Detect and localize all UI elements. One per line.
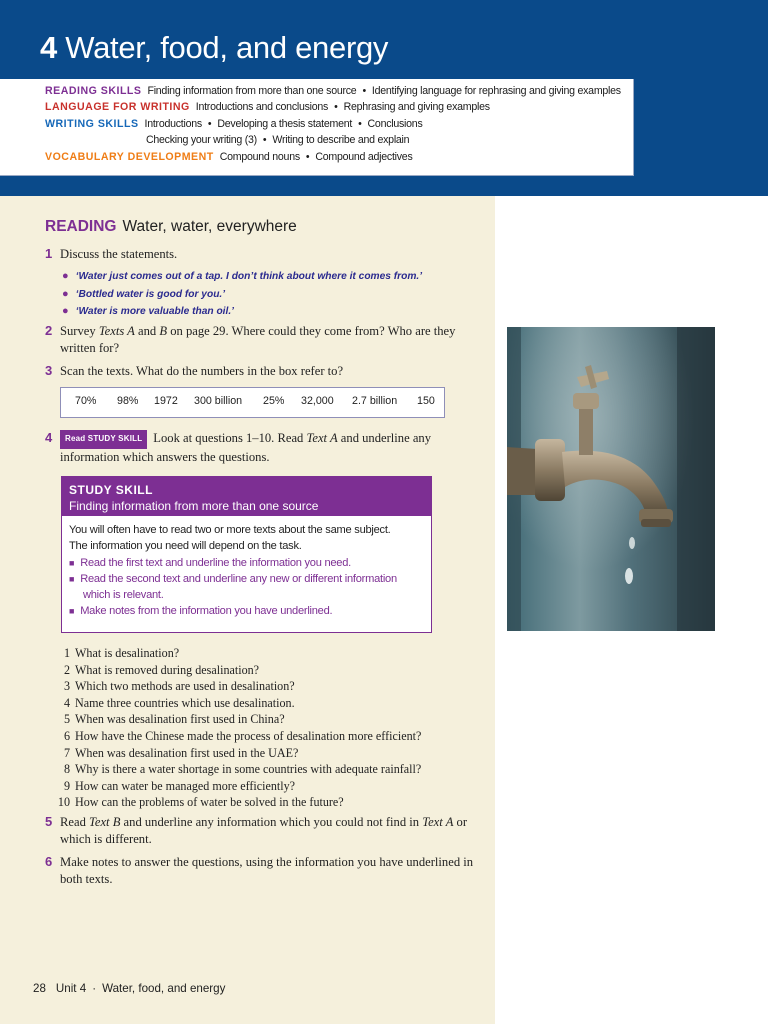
question-5 (45, 814, 485, 847)
unit-title-text: Water, food, and energy (65, 30, 389, 65)
question-number: 3 (45, 363, 53, 378)
study-skill-point: ■ Make notes from the information you have underlined. (69, 605, 333, 618)
number-item: 2.7 billion (352, 395, 398, 407)
skill-item: Introductions and conclusions (195, 101, 329, 113)
unit-title (40, 30, 388, 66)
skills-box (0, 79, 634, 176)
list-item: 2 What is removed during desalination? (63, 662, 260, 677)
question-number: 6 (45, 854, 53, 869)
skills-label: READING SKILLS (45, 85, 142, 97)
skill-item: Compound adjectives (315, 151, 413, 163)
statement-item: ● ‘Bottled water is good for you.’ (62, 287, 226, 300)
statement-item: ● ‘Water just comes out of a tap. I don’t think about where it comes from.’ (62, 270, 423, 282)
footer-title: Water, food, and energy (102, 982, 226, 995)
skills-row-reading (45, 85, 621, 97)
unit-header (0, 0, 768, 196)
skills-label: WRITING SKILLS (45, 118, 139, 130)
question-number: 4 (45, 430, 53, 445)
number-item: 32,000 (301, 395, 334, 407)
study-skill-box (61, 476, 432, 633)
list-item: 9 How can water be managed more efficiently? (63, 778, 296, 793)
list-item: 7 When was desalination first used in the UAE? (63, 745, 299, 760)
skills-row-language (45, 101, 490, 113)
footer-separator: · (92, 982, 97, 995)
skill-item: Identifying language for rephrasing and giving examples (371, 85, 621, 97)
question-1 (45, 246, 485, 263)
list-item: 4 Name three countries which use desalination. (63, 695, 295, 710)
statement-item: ● ‘Water is more valuable than oil.’ (62, 305, 234, 317)
list-item: 1 What is desalination? (63, 646, 180, 660)
question-text: Survey Texts A and B on page 29. Where could they come from? Who are they written for? (60, 324, 456, 355)
question-text: Scan the texts. What do the numbers in the box refer to? (60, 364, 344, 378)
question-2 (45, 323, 485, 356)
skill-item: Finding information from more than one source (147, 85, 357, 97)
statement-list (62, 268, 422, 321)
skill-item: Writing to describe and explain (272, 134, 410, 146)
question-text: Discuss the statements. (60, 247, 178, 261)
question-6 (45, 854, 485, 887)
study-skill-title: STUDY SKILL (69, 483, 153, 497)
skill-item: Compound nouns (219, 151, 300, 163)
skills-label: LANGUAGE FOR WRITING (45, 101, 190, 113)
skills-label: VOCABULARY DEVELOPMENT (45, 151, 214, 163)
study-skill-intro: The information you need will depend on the task. (69, 540, 302, 553)
list-item: 3 Which two methods are used in desalination? (63, 679, 295, 694)
skills-row-vocabulary (45, 151, 413, 163)
number-item: 70% (75, 395, 97, 407)
square-bullet-icon: ■ (69, 573, 75, 584)
question-4 (45, 430, 485, 465)
square-bullet-icon: ■ (69, 606, 75, 617)
bullet-icon: • (358, 118, 362, 130)
section-heading (45, 218, 297, 236)
number-item: 1972 (154, 395, 178, 407)
read-study-skill-button[interactable]: Read STUDY SKILL (60, 430, 147, 449)
study-skill-intro: You will often have to read two or more texts about the same subject. (69, 524, 391, 536)
skills-row-writing-cont (146, 134, 409, 146)
bullet-icon: ● (62, 270, 69, 282)
section-label: READING (45, 218, 117, 235)
bullet-icon: • (207, 118, 212, 130)
study-skill-subtitle: Finding information from more than one source (69, 499, 319, 513)
question-number: 2 (45, 323, 53, 338)
skills-row-writing (45, 118, 423, 130)
question-number: 1 (45, 246, 53, 261)
section-title: Water, water, everywhere (122, 218, 297, 235)
skill-item: Rephrasing and giving examples (343, 101, 490, 113)
unit-number: 4 (40, 30, 57, 65)
bullet-icon: • (262, 134, 267, 146)
number-item: 300 billion (194, 395, 243, 407)
numbers-box (60, 387, 445, 418)
bullet-icon: • (305, 151, 310, 163)
number-item: 150 (417, 395, 435, 407)
square-bullet-icon: ■ (69, 557, 75, 568)
study-skill-point-cont: which is relevant. (83, 589, 164, 602)
number-item: 25% (263, 395, 285, 407)
list-item: 8 Why is there a water shortage in some countries with adequate rainfall? (63, 762, 422, 777)
question-text: Read Text B and underline any information which you could not find in Text A or which is different. (60, 815, 468, 846)
page-number: 28 (33, 982, 46, 995)
list-item: 10 How can the problems of water be solved in the future? (57, 795, 344, 810)
bullet-icon: • (362, 85, 366, 97)
study-skill-header (62, 477, 431, 516)
study-skill-body (69, 522, 397, 620)
bullet-icon: ● (62, 287, 69, 300)
skill-item: Developing a thesis statement (217, 118, 353, 130)
list-item: 5 When was desalination first used in China? (63, 712, 285, 727)
question-text: Make notes to answer the questions, using the information you have underlined in both texts. (60, 855, 474, 886)
study-skill-point: ■ Read the second text and underline any new or different information (69, 572, 397, 585)
footer-unit: Unit 4 (55, 982, 87, 995)
number-item: 98% (117, 395, 139, 407)
skill-item: Checking your writing (3) (146, 134, 257, 146)
question-text: Read STUDY SKILL Look at questions 1–10. Read Text A and underline any information which answers the questions. (60, 431, 432, 464)
skill-item: Introductions (144, 118, 202, 130)
bullet-icon: • (334, 101, 338, 113)
page-footer (33, 982, 225, 995)
list-item: 6 How have the Chinese made the process of desalination more efficient? (63, 728, 422, 743)
question-number: 5 (45, 814, 53, 829)
water-tap-photo (507, 327, 715, 631)
study-skill-point: ■ Read the first text and underline the information you need. (69, 556, 351, 569)
bullet-icon: ● (62, 305, 69, 317)
question-3 (45, 363, 485, 380)
skill-item: Conclusions (367, 118, 423, 130)
reading-panel (0, 196, 495, 1024)
comprehension-questions (52, 645, 421, 811)
